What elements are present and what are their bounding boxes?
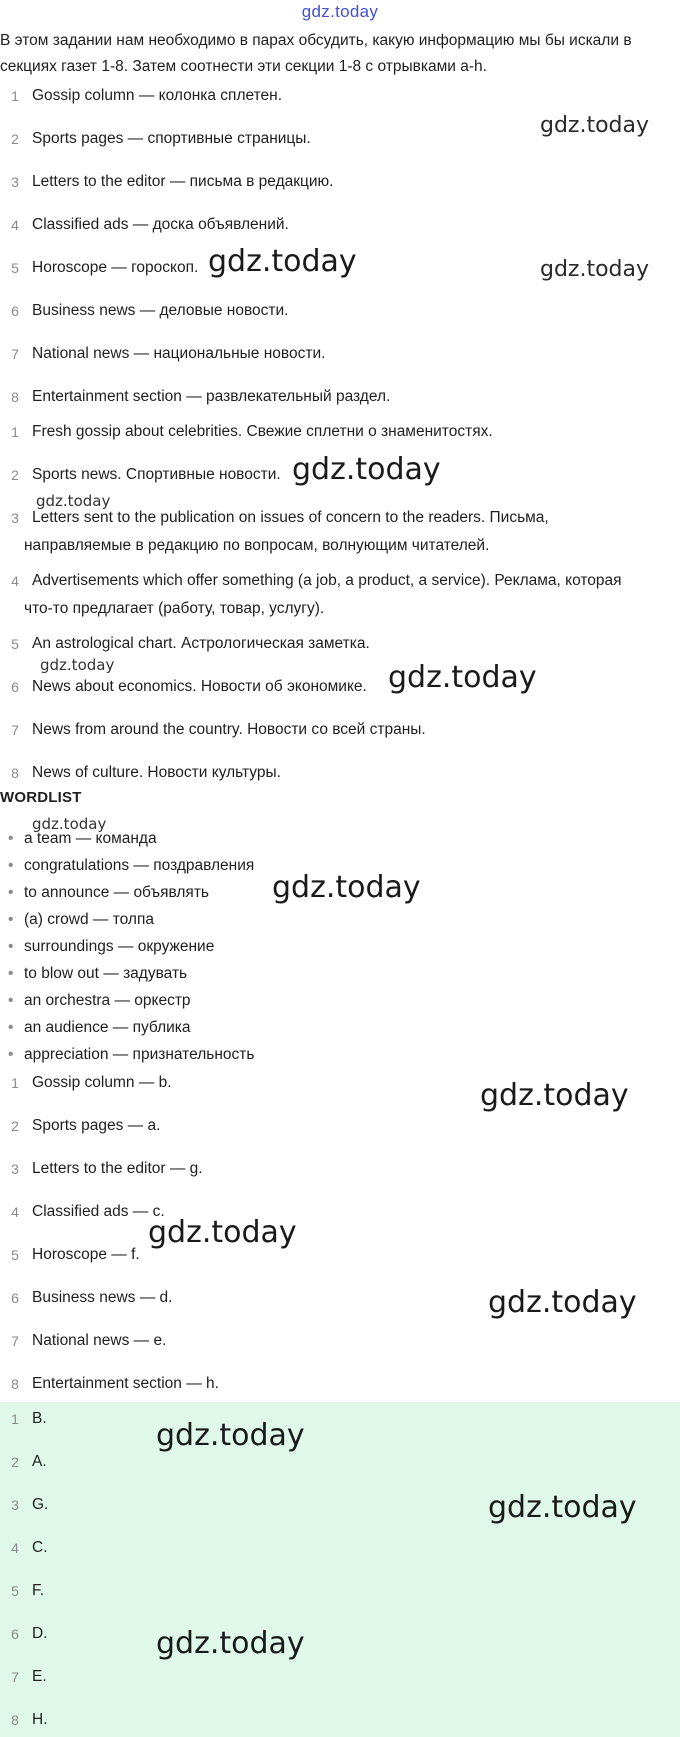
watermark: gdz.today (272, 870, 421, 905)
item-text: Letters to the editor — письма в редакцию. (32, 173, 334, 190)
watermark: gdz.today (488, 1490, 637, 1525)
answer-text: C. (32, 1539, 48, 1556)
item-number: 2 (11, 1454, 19, 1470)
watermark: gdz.today (40, 656, 115, 674)
watermark: gdz.today (208, 244, 357, 279)
answer-text: G. (32, 1496, 49, 1513)
wordlist-text: a team — команда (24, 830, 157, 847)
item-number: 3 (11, 510, 19, 526)
item-number: 8 (11, 1712, 19, 1728)
answer-text: F. (32, 1582, 45, 1599)
item-number: 7 (11, 722, 19, 738)
item-number: 2 (11, 467, 19, 483)
item-number: 7 (11, 1669, 19, 1685)
item-text: Sports pages — a. (32, 1117, 161, 1134)
item-number: 8 (11, 765, 19, 781)
item-text: Gossip column — колонка сплетен. (32, 87, 283, 104)
site-logo[interactable]: gdz.today (301, 2, 379, 21)
item-text: Entertainment section — развлекательный раздел. (32, 388, 391, 405)
bullet-icon: • (8, 857, 14, 874)
answer-text: B. (32, 1410, 47, 1427)
wordlist-item (8, 854, 254, 878)
wordlist-text: congratulations — поздравления (24, 857, 255, 874)
item-number: 7 (11, 1333, 19, 1349)
wordlist-heading: WORDLIST (0, 789, 82, 806)
item-number: 6 (11, 303, 19, 319)
item-text: News from around the country. Новости со всей страны. (32, 721, 426, 738)
item-number: 5 (11, 1247, 19, 1263)
item-number: 6 (11, 1626, 19, 1642)
item-text: Business news — деловые новости. (32, 302, 289, 319)
item-text: An astrological chart. Астрологическая заметка. (32, 635, 370, 652)
item-number: 4 (11, 1204, 19, 1220)
wordlist-text: surroundings — окружение (24, 938, 215, 955)
item-text: Letters to the editor — g. (32, 1160, 203, 1177)
item-text: Fresh gossip about celebrities. Свежие сплетни о знаменитостях. (32, 423, 493, 440)
item-number: 7 (11, 346, 19, 362)
item-number: 4 (11, 1540, 19, 1556)
item-number: 6 (11, 1290, 19, 1306)
wordlist-item (8, 962, 187, 986)
answer-text: A. (32, 1453, 47, 1470)
bullet-icon: • (8, 965, 14, 982)
wordlist-text: (a) crowd — толпа (24, 911, 154, 928)
watermark: gdz.today (156, 1418, 305, 1453)
wordlist-text: an orchestra — оркестр (24, 992, 191, 1009)
answer-text: E. (32, 1668, 47, 1685)
watermark: gdz.today (388, 660, 537, 695)
item-number: 5 (11, 260, 19, 276)
item-text: Gossip column — b. (32, 1074, 172, 1091)
wordlist-item (8, 935, 214, 959)
item-number: 4 (11, 217, 19, 233)
item-text: Advertisements which offer something (a job, a product, a service). Реклама, которая (32, 572, 622, 589)
bullet-icon: • (8, 830, 14, 847)
answer-text: H. (32, 1711, 48, 1728)
item-number: 5 (11, 636, 19, 652)
item-text: News about economics. Новости об экономике. (32, 678, 367, 695)
item-number: 8 (11, 1376, 19, 1392)
watermark: gdz.today (540, 257, 650, 282)
item-number: 3 (11, 174, 19, 190)
item-number: 1 (11, 1411, 19, 1427)
answer-text: D. (32, 1625, 48, 1642)
item-number: 3 (11, 1497, 19, 1513)
item-number: 3 (11, 1161, 19, 1177)
item-text: Letters sent to the publication on issues of concern to the readers. Письма, (32, 509, 549, 526)
item-text: Horoscope — f. (32, 1246, 140, 1263)
item-number: 6 (11, 679, 19, 695)
watermark: gdz.today (292, 452, 441, 487)
watermark: gdz.today (540, 113, 650, 138)
item-text: Horoscope — гороскоп. (32, 259, 199, 276)
item-text: News of culture. Новости культуры. (32, 764, 281, 781)
wordlist-text: to announce — объявлять (24, 884, 209, 901)
item-text: Classified ads — c. (32, 1203, 165, 1220)
bullet-icon: • (8, 884, 14, 901)
wordlist-item (8, 1016, 191, 1040)
watermark: gdz.today (488, 1285, 637, 1320)
wordlist-text: an audience — публика (24, 1019, 191, 1036)
wordlist-item (8, 908, 154, 932)
item-text: National news — национальные новости. (32, 345, 326, 362)
item-text: Business news — d. (32, 1289, 173, 1306)
item-text-continued: направляемые в редакцию по вопросам, волнующим читателей. (24, 537, 490, 554)
item-number: 8 (11, 389, 19, 405)
item-number: 2 (11, 1118, 19, 1134)
wordlist-item (8, 1043, 254, 1067)
bullet-icon: • (8, 938, 14, 955)
wordlist-text: to blow out — задувать (24, 965, 188, 982)
item-text: Entertainment section — h. (32, 1375, 219, 1392)
wordlist-text: appreciation — признательность (24, 1046, 255, 1063)
item-text: Sports pages — спортивные страницы. (32, 130, 311, 147)
item-text: National news — e. (32, 1332, 167, 1349)
watermark: gdz.today (156, 1626, 305, 1661)
item-number: 1 (11, 1075, 19, 1091)
watermark: gdz.today (480, 1078, 629, 1113)
item-number: 5 (11, 1583, 19, 1599)
bullet-icon: • (8, 911, 14, 928)
watermark: gdz.today (32, 815, 107, 833)
watermark: gdz.today (148, 1215, 297, 1250)
bullet-icon: • (8, 1019, 14, 1036)
item-number: 1 (11, 424, 19, 440)
item-number: 4 (11, 573, 19, 589)
item-text: Sports news. Спортивные новости. (32, 466, 281, 483)
item-number: 2 (11, 131, 19, 147)
task-intro: В этом задании нам необходимо в парах обсудить, какую информацию мы бы искали в секциях газет 1-8. Затем соотнести эти секции 1-8 с отрывками a-h. (0, 32, 632, 75)
item-text: Classified ads — доска объявлений. (32, 216, 289, 233)
watermark: gdz.today (36, 492, 111, 510)
item-text-continued: что-то предлагает (работу, товар, услугу). (24, 600, 325, 617)
item-number: 1 (11, 88, 19, 104)
bullet-icon: • (8, 992, 14, 1009)
wordlist-item (8, 881, 209, 905)
wordlist-item (8, 989, 191, 1013)
bullet-icon: • (8, 1046, 14, 1063)
